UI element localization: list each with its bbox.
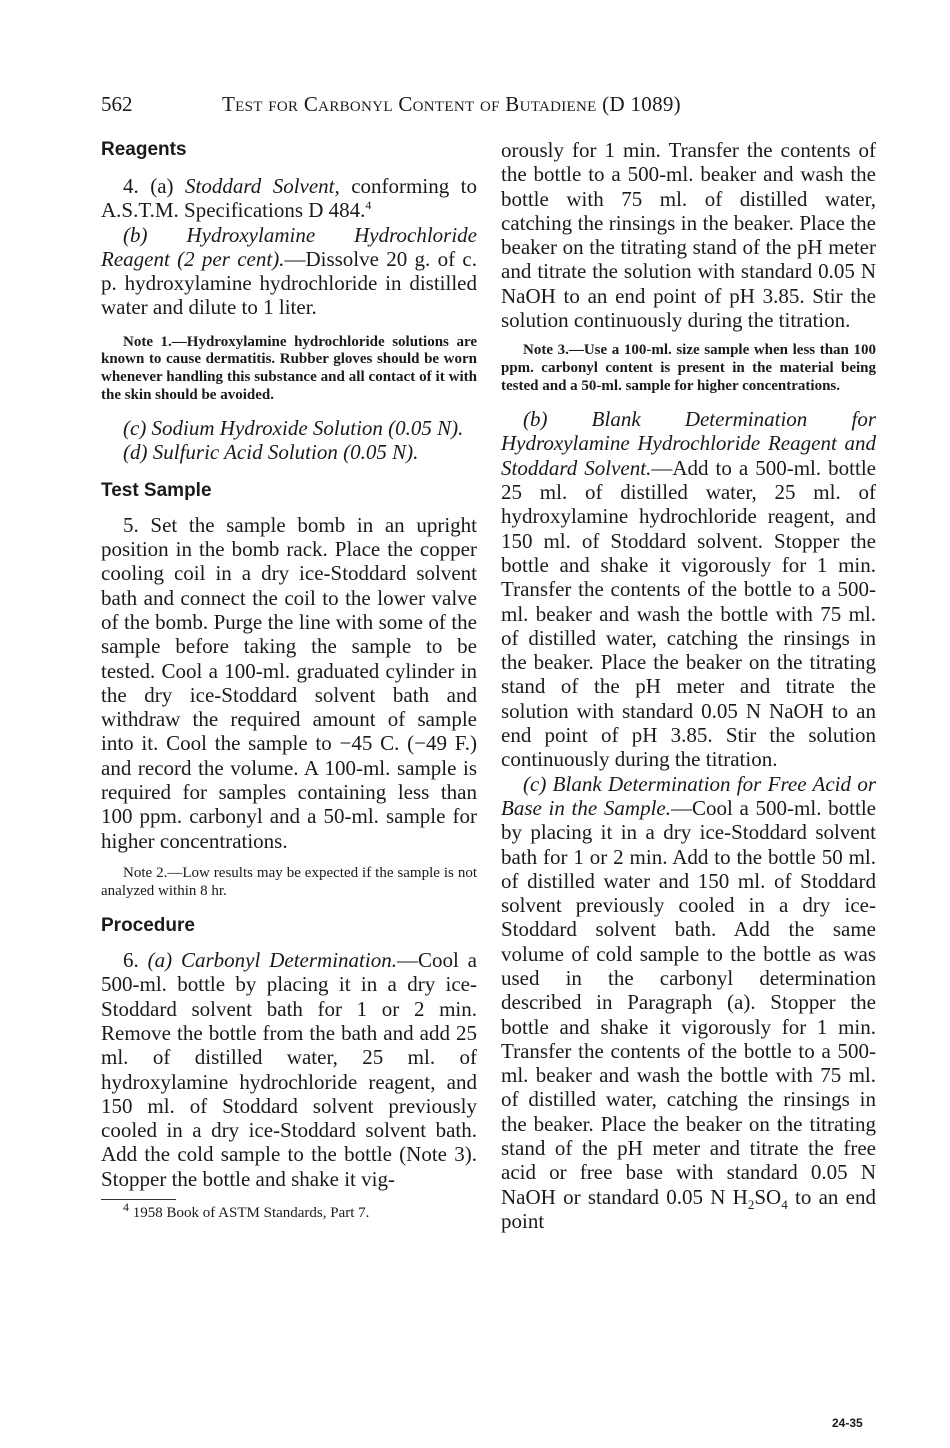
- paragraph-6b: [501, 407, 876, 771]
- note-3: Note 3.—Use a 100-ml. size sample when less than 100 ppm. carbonyl content is present in the material being tested and a 50-ml. sample for higher concentrations.: [501, 342, 876, 394]
- left-column: [101, 138, 477, 1222]
- footnote-ref: 4: [365, 198, 372, 213]
- pc-rest: —Cool a 500-ml. bottle by placing it in a dry ice-Stoddard solvent bath for 1 or 2 min. Add to the bottle 50 ml. of distilled water and 150 ml. of Stoddard solvent previously cooled in a dry ice-Stoddard solvent bath. Add the same volume of cold sample to the bottle as was used in the carbonyl determination described in Paragraph (a). Stopper the bottle and shake it vigorously for 1 min. Transfer the contents of the bottle to a 500-ml. beaker and wash the bottle with 75 ml. of distilled water, catching the rinsings in the beaker. Place the beaker on the titrating stand of the pH meter and titrate the free acid or free base with standard 0.05 N NaOH or standard 0.05 N H: [501, 795, 876, 1209]
- paragraph-5: 5. Set the sample bomb in an upright position in the bomb rack. Place the copper cooling coil in a dry ice-Stoddard solvent bath and connect the coil to the lower valve of the bomb. Purge the line with some of the sample before taking the sample to be tested. Cool a 100-ml. graduated cylinder in the dry ice-Stoddard solvent bath and withdraw the required amount of sample into it. Cool the sample to −45 C. (−49 F.) and record the volume. A 100-ml. sample is required for samples containing less than 100 ppm. carbonyl and a 50-ml. sample for higher concentrations.: [101, 512, 477, 853]
- paragraph-4c: (c) Sodium Hydroxide Solution (0.05 N).: [123, 416, 464, 441]
- p4-lead: 4. (a): [123, 174, 185, 198]
- p4-rest: conforming to A.S.T.M. Specifications D 484.: [101, 174, 478, 223]
- test-sample-heading: Test Sample: [101, 479, 212, 501]
- paragraph-4b: [101, 223, 477, 320]
- note-1: Note 1.—Hydroxylamine hydrochloride solutions are known to cause dermatitis. Rubber gloves should be worn whenever handling this substance and all contact of it with the skin should be avoided.: [101, 333, 477, 403]
- footnote-mark: 4: [123, 1200, 129, 1215]
- paragraph-6c: [501, 772, 876, 1234]
- p4b-italic: (b) Hydroxylamine Hydrochloride Reagent (2 per cent).: [101, 222, 477, 271]
- page-code: 24-35: [832, 1416, 863, 1430]
- paragraph-4d: (d) Sulfuric Acid Solution (0.05 N).: [123, 440, 419, 465]
- pb-italic: (b) Blank Determination for Hydroxylamine Hydrochloride Reagent and Stoddard Solvent.: [501, 407, 876, 480]
- footnote-rule: [101, 1199, 176, 1200]
- note-2: Note 2.—Low results may be expected if the sample is not analyzed within 8 hr.: [101, 864, 477, 899]
- subscript-4: 4: [781, 1196, 788, 1212]
- procedure-heading: Procedure: [101, 915, 195, 937]
- p4b-rest: —Dissolve 20 g. of c. p. hydroxylamine hydrochloride in distilled water and dilute to 1 liter.: [101, 246, 477, 320]
- p6-italic: (a) Carbonyl Determination.: [147, 948, 397, 973]
- p6-lead: 6.: [123, 948, 148, 973]
- p6-rest: —Cool a 500-ml. bottle by placing it in a dry ice-Stoddard solvent bath for 1 or 2 min. Remove the bottle from the bath and add 25 ml. of distilled water, 25 ml. of hydroxylamine hydrochloride reagent, and 150 ml. of Stoddard solvent previously cooled in a dry ice-Stoddard solvent bath. Add the cold sample to the bottle (Note 3). Stopper the bottle and shake it vig-: [101, 948, 477, 1191]
- paragraph-4a: [101, 174, 477, 223]
- pc-end: to an end point: [501, 1184, 876, 1233]
- page-number: 562: [101, 92, 133, 116]
- pc-so: SO: [754, 1184, 782, 1209]
- pb-rest: —Add to a 500-ml. bottle 25 ml. of distilled water, 25 ml. of hydroxylamine hydrochloride reagent, and 150 ml. of Stoddard solvent. Stopper the bottle and shake it vigorously for 1 min. Transfer the contents of the bottle to a 500-ml. beaker and wash the bottle with 75 ml. of distilled water, catching the rinsings in the beaker. Place the beaker on the titrating stand of the pH meter and titrate the solution with standard 0.05 N NaOH to an end point of pH 3.85. Stir the solution continuously during the titration.: [501, 455, 876, 772]
- subscript-2: 2: [747, 1196, 755, 1212]
- paragraph-6a: [101, 948, 477, 1191]
- pc-italic: (c) Blank Determination for Free Acid or Base in the Sample.: [501, 771, 876, 820]
- footnote: [101, 1200, 477, 1222]
- reagents-heading: Reagents: [101, 139, 187, 160]
- p4-italic: Stoddard Solvent,: [185, 174, 340, 198]
- running-title: Test for Carbonyl Content of Butadiene (D 1089): [222, 92, 681, 116]
- right-column: [501, 138, 876, 1233]
- paragraph-6a-continued: orously for 1 min. Transfer the contents of the bottle to a 500-ml. beaker and wash the bottle with 75 ml. of distilled water, catching the rinsings in the beaker. Place the beaker on the titrating stand of the pH meter and titrate the solution with standard 0.05 N NaOH to an end point of pH 3.85. Stir the solution continuously during the titration.: [501, 138, 876, 333]
- footnote-text: 1958 Book of ASTM Standards, Part 7.: [129, 1205, 370, 1222]
